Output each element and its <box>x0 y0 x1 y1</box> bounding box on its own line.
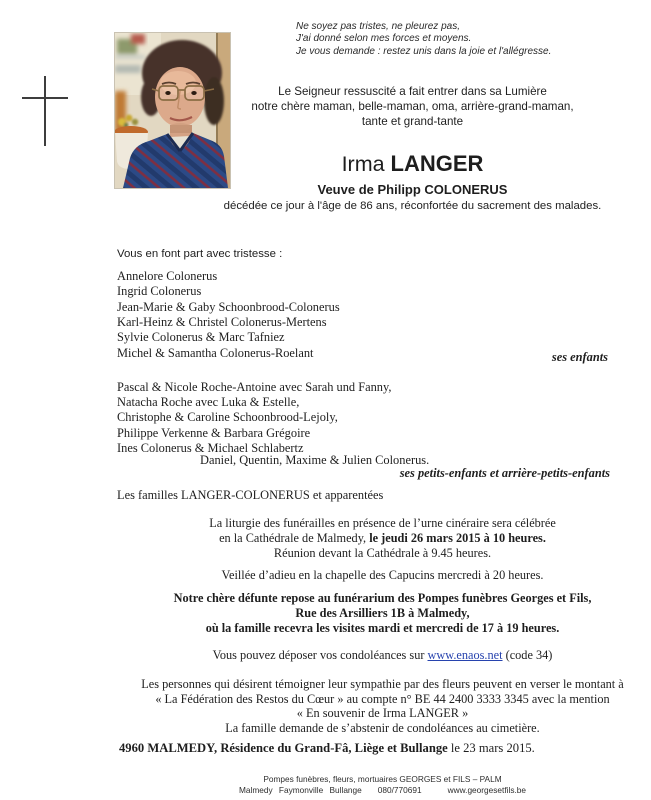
footer-website: www.georgesetfils.be <box>447 784 527 795</box>
list-item: Jean-Marie & Gaby Schoonbrood-Colonerus <box>117 299 340 314</box>
deceased-last-name: LANGER <box>390 151 484 176</box>
widow-line: Veuve de Philipp COLONERUS <box>317 182 508 197</box>
grandchildren-last-line: Daniel, Quentin, Maxime & Julien Colonerus. <box>200 453 430 467</box>
intro-text <box>185 84 640 130</box>
condolences-line <box>115 648 650 663</box>
death-line: décédée ce jour à l'âge de 86 ans, réconfortée du sacrement des malades. <box>223 200 602 212</box>
funerarium-block <box>115 591 650 635</box>
funerarium-line: où la famille recevra les visites mardi et mercredi de 17 à 19 heures. <box>205 620 560 635</box>
cross-icon <box>22 76 68 146</box>
list-item: Ines Colonerus & Michael Schlabertz <box>117 440 304 455</box>
funerarium-line: Notre chère défunte repose au funérarium des Pompes funèbres Georges et Fils, <box>173 591 592 605</box>
address-date: le 23 mars 2015. <box>447 741 535 755</box>
children-list <box>117 269 340 361</box>
epigraph <box>296 21 551 58</box>
list-item: Annelore Colonerus <box>117 269 218 283</box>
list-item: Michel & Samantha Colonerus-Roelant <box>117 345 314 360</box>
families-line: Les familles LANGER-COLONERUS et apparentées <box>117 488 384 502</box>
grandchildren-list <box>117 380 391 456</box>
list-item: Christophe & Caroline Schoonbrood-Lejoly, <box>117 410 338 425</box>
deceased-first-name: Irma <box>341 152 385 176</box>
epigraph-line: Je vous demande : restez unis dans la joie et l'allégresse. <box>296 45 552 57</box>
condolences-suffix: (code 34) <box>502 648 553 662</box>
liturgy-block <box>115 516 650 560</box>
address-bold: 4960 MALMEDY, Résidence du Grand-Fâ, Liège et Bullange <box>119 741 448 755</box>
condolences-prefix: Vous pouvez déposer vos condoléances sur <box>212 648 428 662</box>
epigraph-line: Ne soyez pas tristes, ne pleurez pas, <box>296 21 460 32</box>
deceased-name <box>185 151 640 177</box>
children-label: ses enfants <box>551 350 608 364</box>
address-line <box>119 741 535 756</box>
list-item: Karl-Heinz & Christel Colonerus-Mertens <box>117 315 327 330</box>
enaos-link[interactable]: www.enaos.net <box>427 648 503 662</box>
donation-line: Les personnes qui désirent témoigner leur sympathie par des fleurs peuvent en verser le montant à <box>141 677 624 691</box>
announcement-heading: Vous en font part avec tristesse : <box>117 248 283 260</box>
intro-line: notre chère maman, belle-maman, oma, arrière-grand-maman, <box>251 100 574 114</box>
donation-line: « La Fédération des Restos du Cœur » au compte n° BE 44 2400 3333 3345 avec la mention <box>155 691 610 706</box>
liturgy-line <box>115 531 650 546</box>
list-item: Natacha Roche avec Luka & Estelle, <box>117 395 300 410</box>
grandchildren-label: ses petits-enfants et arrière-petits-enfants <box>399 466 610 480</box>
list-item: Philippe Verkenne & Barbara Grégoire <box>117 425 311 440</box>
funeral-home-footer <box>115 774 650 796</box>
footer-line2 <box>115 785 650 796</box>
funerarium-line: Rue des Arsilliers 1B à Malmedy, <box>295 605 470 620</box>
liturgy-line: La liturgie des funérailles en présence de l’urne cinéraire sera célébrée <box>209 516 556 530</box>
footer-line1: Pompes funèbres, fleurs, mortuaires GEORGES et FILS – PALM <box>263 774 502 784</box>
footer-places: Malmedy Faymonville Bullange <box>238 784 362 795</box>
list-item: Pascal & Nicole Roche-Antoine avec Sarah und Fanny, <box>117 380 392 394</box>
cross-vertical-bar <box>44 76 46 146</box>
intro-line: tante et grand-tante <box>361 115 464 129</box>
vigil-line: Veillée d’adieu en la chapelle des Capucins mercredi à 20 heures. <box>221 568 544 582</box>
list-item: Ingrid Colonerus <box>117 284 202 299</box>
footer-phone: 080/770691 <box>377 784 422 795</box>
donation-line: La famille demande de s’abstenir de condoléances au cimetière. <box>225 720 540 735</box>
epigraph-line: J'ai donné selon mes forces et moyens. <box>296 33 472 45</box>
liturgy-line: Réunion devant la Cathédrale à 9.45 heures. <box>273 545 492 560</box>
liturgy-place: en la Cathédrale de Malmedy, <box>219 530 367 545</box>
list-item: Sylvie Colonerus & Marc Tafniez <box>117 330 285 345</box>
donation-block <box>115 677 650 735</box>
intro-line: Le Seigneur ressuscité a fait entrer dans sa Lumière <box>278 85 547 98</box>
cross-horizontal-bar <box>22 97 68 99</box>
liturgy-date: le jeudi 26 mars 2015 à 10 heures. <box>366 530 546 545</box>
donation-line: « En souvenir de Irma LANGER » <box>296 706 469 721</box>
